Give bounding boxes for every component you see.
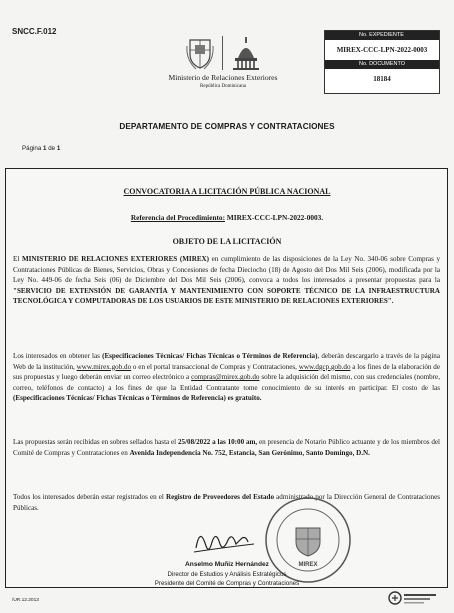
paragraph-registration: Todos los interesados deberán estar registrados en el Registro de Proveedores del Estado administrado por la Dirección General de Contrataciones Públicas.: [13, 493, 440, 512]
procedure-reference: Referencia del Procedimiento: MIREX-CCC-LPN-2022-0003.: [130, 213, 324, 222]
republic-name: República Dominicana: [200, 84, 246, 89]
notice-title: CONVOCATORIA A LICITACIÓN PÚBLICA NACIONAL: [123, 187, 331, 196]
form-code: SNCC.F.012: [12, 27, 57, 36]
paragraph-deadline: Las propuestas serán recibidas en sobres sellados hasta el 25/08/2022 a las 10:00 am, en presencia de Notario Público actuante y de los miembros del Comité de Compras y Contrataciones en Avenida Independencia No. 752, Estancia, San Gerónimo, Santo Domingo, D.N.: [13, 438, 441, 457]
svg-text:MIREX: MIREX: [298, 562, 318, 568]
expediente-box: [324, 30, 440, 94]
ministry-logo: [148, 28, 298, 106]
dgcp-website-link[interactable]: www.dgcp.gob.do: [298, 362, 351, 371]
objective-title: OBJETO DE LA LICITACIÓN: [172, 237, 282, 246]
coat-of-arms-icon: [186, 36, 214, 70]
expediente-label: No. EXPEDIENTE: [325, 31, 439, 40]
signer-name: Anselmo Muñiz Hernández: [185, 561, 269, 568]
ministry-name: Ministerio de Relaciones Exteriores: [168, 73, 278, 82]
dome-building-icon: [231, 36, 261, 70]
contrataciones-logo: [388, 589, 438, 607]
signer-committee-role: Presidente del Comité de Compras y Contrataciones: [154, 580, 300, 587]
documento-label: No. DOCUMENTO: [325, 60, 439, 69]
documento-value: 18184: [373, 75, 391, 83]
email-link[interactable]: compras@mirex.gob.do: [191, 373, 260, 382]
expediente-value: MIREX-CCC-LPN-2022-0003: [336, 46, 428, 54]
mirex-website-link[interactable]: www.mirex.gob.do: [76, 362, 132, 371]
signer-role: Director de Estudios y Análisis Estratégicos: [167, 571, 287, 578]
handwritten-signature: [190, 518, 260, 562]
footer-code: /UR.12.2013: [12, 598, 39, 603]
department-title: DEPARTAMENTO DE COMPRAS Y CONTRATACIONES: [119, 122, 335, 131]
page-indicator: Página 1 de 1: [22, 145, 61, 152]
paragraph-intro: El MINISTERIO DE RELACIONES EXTERIORES (MIREX) en cumplimiento de las disposiciones de la Ley No. 340-06 sobre Compras y Contrataciones Públicas de Bienes, Servicios, Obras y Concesiones de fecha Dieciocho (18) de Agosto del Dos Mil Seis (2006), modificada por la Ley No. 449-06 de fecha Seis (06) de Diciembre del Dos Mil Seis (2006), convoca a todos los interesados a presentar propuestas para la "SERVICIO DE EXTENSIÓN DE GARANTÍA Y MANTENIMIENTO CON SOPORTE TÉCNICO DE LA INFRAESTRUCTURA TECNOLÓGICA Y COMPUTADORAS DE LOS USUARIOS DE ESTE MINISTERIO DE RELACIONES EXTERIORES".: [13, 255, 441, 306]
paragraph-specifications: Los interesados en obtener las (Especificaciones Técnicas/ Fichas Técnicas o Términos de Referencia), deberán descargarlo a través de la página Web de la institución, www.mirex.gob.do o en el portal transaccional de Compras y Contrataciones, www.dgcp.gob.do a los fines de la elaboración de sus propuestas y luego deberán enviar un correo electrónico a compras@mirex.gob.do sobre la adquisición del mismo, con sus credenciales (nombre, correo, teléfonos de contacto) a los fines de que la Entidad Contratante tome conocimiento de su interés en participar. El costo de las (Especificaciones Técnicas/ Fichas Técnicas o Términos de Referencia) es gratuito.: [13, 352, 441, 403]
